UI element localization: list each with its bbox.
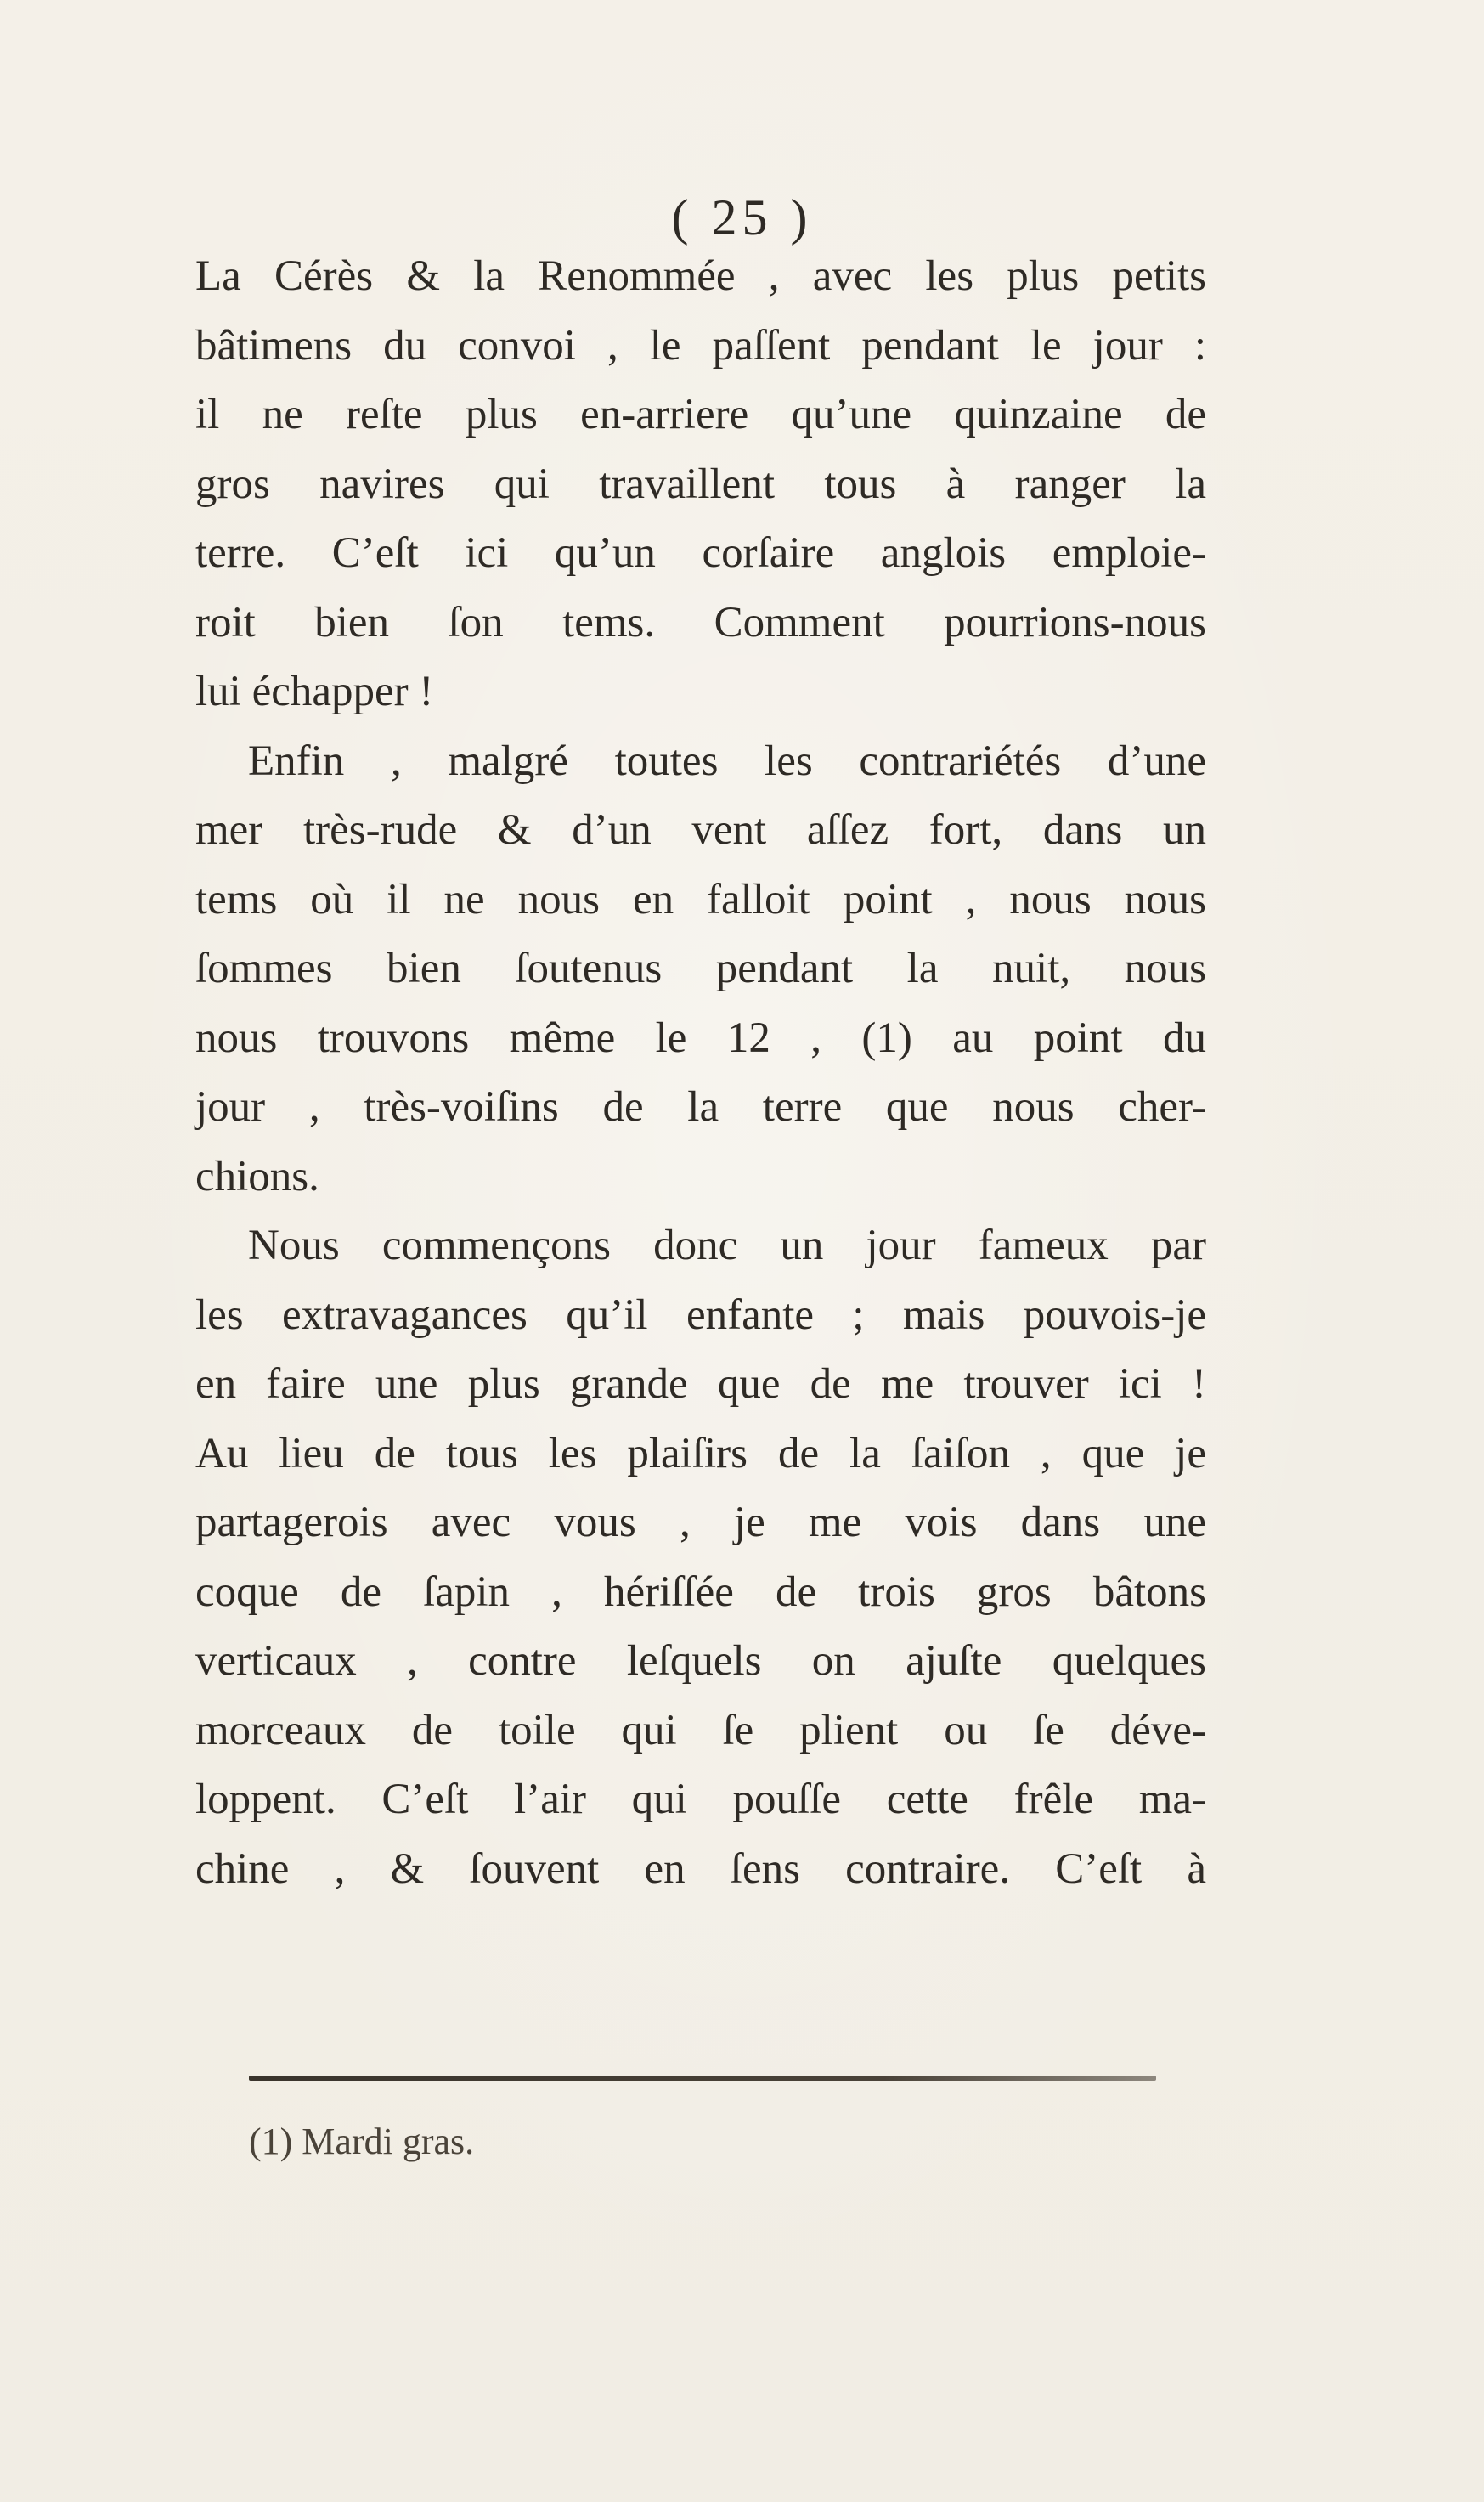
text-line: il ne reſte plus en-arriere qu’une quinzaine de — [195, 391, 1206, 438]
paragraph-3 — [195, 1211, 1206, 1904]
text-line: chions. — [195, 1152, 319, 1200]
paragraph-1 — [195, 242, 1206, 727]
text-line: tems où il ne nous en falloit point , nous nous — [195, 875, 1206, 923]
text-line: les extravagances qu’il enfante ; mais pouvois-je — [195, 1291, 1206, 1339]
text-line: ſommes bien ſoutenus pendant la nuit, nous — [195, 945, 1206, 992]
text-line: jour , très-voiſins de la terre que nous cher- — [195, 1083, 1206, 1131]
text-line: gros navires qui travaillent tous à ranger la — [195, 460, 1206, 508]
text-line: bâtimens du convoi , le paſſent pendant le jour : — [195, 321, 1206, 370]
page-number: ( 25 ) — [671, 189, 813, 246]
text-line: loppent. C’eſt l’air qui pouſſe cette frêle ma- — [195, 1776, 1206, 1823]
text-line: mer très-rude & d’un vent aſſez fort, dans un — [195, 806, 1206, 854]
text-line: Nous commençons donc un jour fameux par — [248, 1222, 1206, 1269]
text-line: nous trouvons même le 12 , (1) au point du — [195, 1014, 1206, 1062]
footnote-divider — [249, 2076, 1156, 2081]
text-line: partagerois avec vous , je me vois dans une — [195, 1499, 1206, 1546]
text-line: terre. C’eſt ici qu’un corſaire anglois emploie- — [195, 529, 1206, 577]
text-line: morceaux de toile qui ſe plient ou ſe déve- — [195, 1706, 1206, 1754]
text-line: Enfin , malgré toutes les contrariétés d’une — [248, 737, 1206, 785]
text-line: Au lieu de tous les plaiſirs de la ſaiſon , que je — [195, 1429, 1206, 1477]
text-line: coque de ſapin , hériſſée de trois gros bâtons — [195, 1567, 1206, 1616]
text-line: La Cérès & la Renommée , avec les plus petits — [195, 252, 1206, 300]
text-line: verticaux , contre leſquels on ajuſte quelques — [195, 1637, 1206, 1685]
footnote: (1) Mardi gras. — [249, 2121, 475, 2162]
text-line: lui échapper ! — [195, 668, 434, 715]
body-text — [195, 242, 1206, 1904]
text-line: roit bien ſon tems. Comment pourrions-nous — [195, 598, 1206, 647]
text-line: en faire une plus grande que de me trouver ici ! — [195, 1360, 1206, 1408]
paragraph-2 — [195, 727, 1206, 1212]
text-line: chine , & ſouvent en ſens contraire. C’eſt à — [195, 1844, 1206, 1893]
